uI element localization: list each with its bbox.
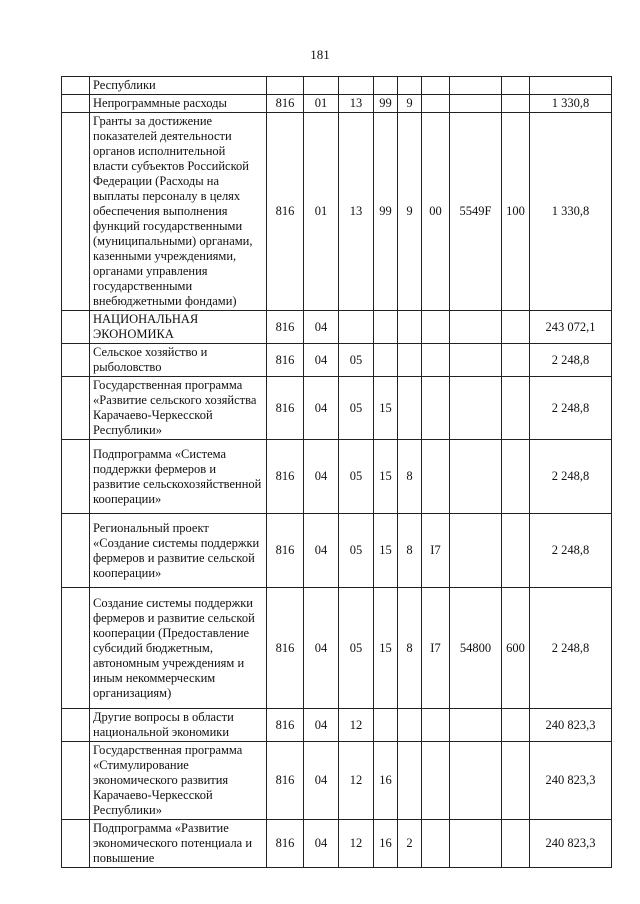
- subprogram-code-cell: [398, 377, 422, 440]
- table-row: [62, 344, 612, 377]
- table-row: [62, 514, 612, 588]
- expense-code-cell: [450, 709, 502, 742]
- ministry-code-cell: [267, 77, 304, 95]
- row-index-cell: [62, 377, 90, 440]
- section-code-cell: 04: [304, 344, 339, 377]
- section-code-cell: 04: [304, 709, 339, 742]
- table-row: [62, 588, 612, 709]
- subprogram-code-cell: 8: [398, 440, 422, 514]
- ministry-code-cell: 816: [267, 113, 304, 311]
- row-index-cell: [62, 95, 90, 113]
- program-code-cell: [374, 77, 398, 95]
- section-code-cell: 04: [304, 440, 339, 514]
- expense-type-code-cell: [502, 95, 530, 113]
- section-code-cell: 01: [304, 95, 339, 113]
- expense-type-code-cell: [502, 377, 530, 440]
- expense-code-cell: [450, 311, 502, 344]
- row-index-cell: [62, 77, 90, 95]
- section-code-cell: 04: [304, 742, 339, 820]
- row-index-cell: [62, 588, 90, 709]
- program-code-cell: 15: [374, 588, 398, 709]
- amount-cell: 2 248,8: [530, 514, 612, 588]
- project-code-cell: [422, 311, 450, 344]
- row-index-cell: [62, 311, 90, 344]
- expense-code-cell: 5549F: [450, 113, 502, 311]
- row-name-cell: Республики: [90, 77, 267, 95]
- expense-code-cell: [450, 95, 502, 113]
- subprogram-code-cell: 9: [398, 95, 422, 113]
- row-name-cell: Государственная программа «Стимулирование экономического развития Карачаево-Черкесской Республики»: [90, 742, 267, 820]
- subprogram-code-cell: [398, 77, 422, 95]
- expense-type-code-cell: 100: [502, 113, 530, 311]
- subsection-code-cell: 13: [339, 95, 374, 113]
- ministry-code-cell: 816: [267, 377, 304, 440]
- ministry-code-cell: 816: [267, 311, 304, 344]
- table-row: [62, 113, 612, 311]
- subsection-code-cell: 12: [339, 709, 374, 742]
- section-code-cell: 04: [304, 377, 339, 440]
- project-code-cell: [422, 709, 450, 742]
- subprogram-code-cell: [398, 344, 422, 377]
- table-row: [62, 377, 612, 440]
- subprogram-code-cell: [398, 311, 422, 344]
- amount-cell: 2 248,8: [530, 377, 612, 440]
- program-code-cell: [374, 709, 398, 742]
- expense-code-cell: [450, 514, 502, 588]
- project-code-cell: [422, 95, 450, 113]
- expense-type-code-cell: [502, 440, 530, 514]
- program-code-cell: [374, 311, 398, 344]
- amount-cell: 240 823,3: [530, 820, 612, 868]
- expense-type-code-cell: [502, 820, 530, 868]
- ministry-code-cell: 816: [267, 742, 304, 820]
- subprogram-code-cell: [398, 742, 422, 820]
- subsection-code-cell: 12: [339, 820, 374, 868]
- expense-type-code-cell: [502, 742, 530, 820]
- amount-cell: 2 248,8: [530, 588, 612, 709]
- project-code-cell: I7: [422, 588, 450, 709]
- section-code-cell: 01: [304, 113, 339, 311]
- subsection-code-cell: 05: [339, 344, 374, 377]
- budget-table: [61, 76, 612, 868]
- subsection-code-cell: 05: [339, 588, 374, 709]
- section-code-cell: 04: [304, 514, 339, 588]
- row-name-cell: Другие вопросы в области национальной экономики: [90, 709, 267, 742]
- subsection-code-cell: 05: [339, 440, 374, 514]
- row-index-cell: [62, 709, 90, 742]
- ministry-code-cell: 816: [267, 514, 304, 588]
- expense-code-cell: [450, 742, 502, 820]
- expense-code-cell: [450, 820, 502, 868]
- table-row: [62, 77, 612, 95]
- row-index-cell: [62, 742, 90, 820]
- row-index-cell: [62, 113, 90, 311]
- amount-cell: 2 248,8: [530, 344, 612, 377]
- table-row: [62, 742, 612, 820]
- amount-cell: 1 330,8: [530, 113, 612, 311]
- expense-type-code-cell: [502, 311, 530, 344]
- expense-code-cell: [450, 77, 502, 95]
- program-code-cell: 15: [374, 440, 398, 514]
- project-code-cell: [422, 344, 450, 377]
- project-code-cell: [422, 77, 450, 95]
- amount-cell: [530, 77, 612, 95]
- amount-cell: 240 823,3: [530, 709, 612, 742]
- row-index-cell: [62, 344, 90, 377]
- table-row: [62, 709, 612, 742]
- project-code-cell: I7: [422, 514, 450, 588]
- expense-code-cell: [450, 377, 502, 440]
- row-name-cell: Подпрограмма «Система поддержки фермеров и развитие сельскохозяйственной кооперации»: [90, 440, 267, 514]
- row-name-cell: Непрограммные расходы: [90, 95, 267, 113]
- subsection-code-cell: 05: [339, 377, 374, 440]
- row-name-cell: Подпрограмма «Развитие экономического потенциала и повышение: [90, 820, 267, 868]
- ministry-code-cell: 816: [267, 820, 304, 868]
- row-index-cell: [62, 440, 90, 514]
- project-code-cell: [422, 820, 450, 868]
- section-code-cell: 04: [304, 588, 339, 709]
- expense-code-cell: [450, 440, 502, 514]
- ministry-code-cell: 816: [267, 440, 304, 514]
- project-code-cell: [422, 440, 450, 514]
- subprogram-code-cell: 9: [398, 113, 422, 311]
- row-name-cell: Гранты за достижение показателей деятельности органов исполнительной власти субъектов Российской Федерации (Расходы на выплаты персоналу в целях обеспечения выполнения функций государственными (муниципальными) органами, казенными учреждениями, органами управления государственными внебюджетными фондами): [90, 113, 267, 311]
- table-row: [62, 440, 612, 514]
- expense-type-code-cell: [502, 514, 530, 588]
- page-number: 181: [310, 47, 330, 62]
- subsection-code-cell: [339, 77, 374, 95]
- program-code-cell: 16: [374, 820, 398, 868]
- ministry-code-cell: 816: [267, 588, 304, 709]
- program-code-cell: 16: [374, 742, 398, 820]
- project-code-cell: [422, 742, 450, 820]
- amount-cell: 2 248,8: [530, 440, 612, 514]
- expense-type-code-cell: [502, 77, 530, 95]
- row-name-cell: Региональный проект «Создание системы поддержки фермеров и развитие сельской кооперации»: [90, 514, 267, 588]
- program-code-cell: 15: [374, 514, 398, 588]
- table-row: [62, 311, 612, 344]
- section-code-cell: 04: [304, 820, 339, 868]
- ministry-code-cell: 816: [267, 95, 304, 113]
- row-name-cell: НАЦИОНАЛЬНАЯ ЭКОНОМИКА: [90, 311, 267, 344]
- program-code-cell: 99: [374, 113, 398, 311]
- expense-type-code-cell: 600: [502, 588, 530, 709]
- subprogram-code-cell: [398, 709, 422, 742]
- row-name-cell: Государственная программа «Развитие сельского хозяйства Карачаево-Черкесской Республики»: [90, 377, 267, 440]
- row-index-cell: [62, 820, 90, 868]
- ministry-code-cell: 816: [267, 709, 304, 742]
- row-name-cell: Создание системы поддержки фермеров и развитие сельской кооперации (Предоставление субсидий бюджетным, автономным учреждениям и иным некоммерческим организациям): [90, 588, 267, 709]
- amount-cell: 243 072,1: [530, 311, 612, 344]
- subsection-code-cell: 12: [339, 742, 374, 820]
- row-name-cell: Сельское хозяйство и рыболовство: [90, 344, 267, 377]
- expense-code-cell: 54800: [450, 588, 502, 709]
- subsection-code-cell: [339, 311, 374, 344]
- expense-code-cell: [450, 344, 502, 377]
- subsection-code-cell: 13: [339, 113, 374, 311]
- table-row: [62, 95, 612, 113]
- subprogram-code-cell: 2: [398, 820, 422, 868]
- program-code-cell: [374, 344, 398, 377]
- project-code-cell: [422, 377, 450, 440]
- expense-type-code-cell: [502, 709, 530, 742]
- project-code-cell: 00: [422, 113, 450, 311]
- row-index-cell: [62, 514, 90, 588]
- subprogram-code-cell: 8: [398, 588, 422, 709]
- expense-type-code-cell: [502, 344, 530, 377]
- program-code-cell: 15: [374, 377, 398, 440]
- subprogram-code-cell: 8: [398, 514, 422, 588]
- program-code-cell: 99: [374, 95, 398, 113]
- section-code-cell: [304, 77, 339, 95]
- amount-cell: 1 330,8: [530, 95, 612, 113]
- ministry-code-cell: 816: [267, 344, 304, 377]
- section-code-cell: 04: [304, 311, 339, 344]
- table-row: [62, 820, 612, 868]
- subsection-code-cell: 05: [339, 514, 374, 588]
- amount-cell: 240 823,3: [530, 742, 612, 820]
